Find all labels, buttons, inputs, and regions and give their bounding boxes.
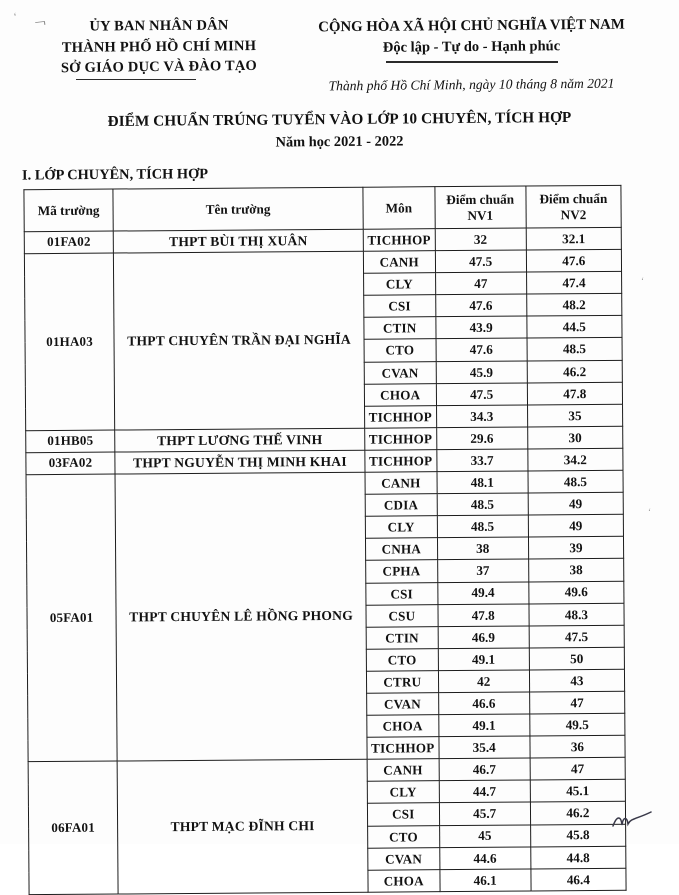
- place-and-date: Thành phố Hồ Chí Minh, ngày 10 tháng 8 năm 2021: [328, 75, 615, 93]
- cell-score-nv2: 50: [529, 647, 624, 670]
- cell-score-nv1: 47.8: [438, 603, 529, 626]
- table-body: [24, 227, 626, 894]
- cell-subject: CTO: [364, 339, 436, 362]
- cell-subject: CANH: [367, 759, 439, 782]
- cell-subject: CLY: [365, 515, 437, 538]
- cell-score-nv2: 44.8: [530, 846, 625, 869]
- cell-score-nv1: 48.5: [437, 493, 528, 516]
- document-subtitle: Năm học 2021 - 2022: [275, 133, 404, 151]
- cell-score-nv2: 30: [527, 426, 622, 449]
- cell-score-nv1: 47: [435, 272, 526, 295]
- cell-score-nv1: 49.1: [438, 714, 529, 737]
- cell-score-nv1: 42: [438, 669, 529, 692]
- cell-score-nv1: 44.7: [439, 780, 530, 803]
- cell-score-nv1: 43.9: [435, 316, 526, 339]
- cell-subject: CANH: [363, 250, 435, 273]
- cell-subject: TICHHOP: [364, 405, 436, 428]
- scan-artifact: ¬: [33, 14, 48, 32]
- cell-score-nv2: 48.3: [529, 602, 624, 625]
- cell-score-nv2: 44.5: [527, 315, 622, 338]
- cell-score-nv2: 48.5: [528, 470, 623, 493]
- authority-line-2: THÀNH PHỐ HỒ CHÍ MINH: [61, 37, 257, 56]
- cell-score-nv2: 38: [528, 558, 623, 581]
- cell-score-nv1: 33.7: [436, 449, 527, 472]
- cell-score-nv2: 45.8: [530, 823, 625, 846]
- cell-score-nv2: 39: [528, 536, 623, 559]
- cell-score-nv2: 48.2: [526, 293, 621, 316]
- column-header-subject: Môn: [363, 186, 435, 229]
- cell-score-nv2: 49.5: [530, 713, 625, 736]
- cell-subject: CLY: [363, 272, 435, 295]
- column-header-nv1-line1: Điểm chuẩn: [446, 191, 515, 208]
- cell-score-nv1: 47.5: [436, 382, 527, 405]
- column-header-school-name: Tên trường: [113, 187, 363, 231]
- scores-table: [23, 184, 626, 894]
- cell-subject: CTIN: [366, 626, 438, 649]
- column-header-nv1-line2: NV1: [467, 206, 494, 223]
- cell-subject: CDIA: [365, 493, 437, 516]
- column-header-school-code: Mã trường: [24, 189, 113, 232]
- cell-subject: CANH: [365, 471, 437, 494]
- document-masthead: [0, 0, 679, 93]
- column-header-nv2-line2: NV2: [560, 206, 587, 222]
- cell-score-nv2: 49.6: [529, 580, 624, 603]
- cell-subject: CVAN: [367, 692, 439, 715]
- cell-subject: CLY: [367, 781, 439, 804]
- cell-score-nv1: 47.5: [435, 250, 526, 273]
- cell-score-nv2: 46.4: [531, 868, 626, 891]
- cell-score-nv2: 49: [528, 514, 623, 537]
- authority-underline: [76, 79, 196, 80]
- cell-school-code: 01HA03: [24, 253, 114, 430]
- cell-school-name: THPT CHUYÊN TRẦN ĐẠI NGHĨA: [113, 251, 364, 430]
- cell-subject: CTIN: [364, 317, 436, 340]
- cell-subject: CHOA: [367, 714, 439, 737]
- national-heading-block: [300, 16, 679, 93]
- cell-score-nv1: 49.4: [437, 581, 528, 604]
- cell-subject: CNHA: [365, 538, 437, 561]
- cell-score-nv1: 48.1: [437, 471, 528, 494]
- cell-score-nv1: 34.3: [436, 404, 527, 427]
- cell-subject: TICHHOP: [365, 427, 437, 450]
- cell-score-nv2: 43: [529, 669, 624, 692]
- cell-score-nv2: 47.6: [526, 249, 621, 272]
- cell-score-nv1: 46.6: [438, 692, 529, 715]
- scan-artifact: ʻ: [12, 10, 19, 24]
- cell-school-name: THPT LƯƠNG THẾ VINH: [115, 428, 365, 452]
- cell-score-nv2: 36: [530, 735, 625, 758]
- cell-score-nv1: 37: [437, 559, 528, 582]
- scan-artifact: ʻ: [641, 276, 644, 286]
- cell-score-nv2: 48.5: [527, 337, 622, 360]
- cell-score-nv1: 45.9: [436, 360, 527, 383]
- cell-score-nv1: 46.1: [440, 868, 531, 891]
- cell-score-nv1: 49.1: [438, 647, 529, 670]
- cell-subject: CTO: [368, 825, 440, 848]
- cell-subject: CSI: [364, 295, 436, 318]
- cell-score-nv2: 47: [530, 757, 625, 780]
- cell-score-nv1: 44.6: [439, 846, 530, 869]
- cell-score-nv1: 29.6: [436, 426, 527, 449]
- cell-subject: CHOA: [364, 383, 436, 406]
- cell-score-nv2: 46.2: [527, 359, 622, 382]
- cell-score-nv1: 45.7: [439, 802, 530, 825]
- issuing-authority-block: [0, 16, 300, 93]
- cell-school-code: 05FA01: [26, 474, 117, 762]
- cell-subject: TICHHOP: [363, 228, 435, 251]
- cell-school-code: 03FA02: [26, 452, 115, 475]
- cell-score-nv2: 35: [527, 404, 622, 427]
- cell-subject: CTRU: [366, 670, 438, 693]
- cell-score-nv1: 32: [435, 228, 526, 251]
- cell-score-nv1: 35.4: [439, 736, 530, 759]
- cell-subject: CSU: [366, 604, 438, 627]
- national-motto: Độc lập - Tự do - Hạnh phúc: [382, 38, 561, 57]
- cell-score-nv2: 47.5: [529, 625, 624, 648]
- cell-score-nv2: 46.2: [530, 801, 625, 824]
- cell-subject: CHOA: [368, 869, 440, 892]
- cell-subject: CTO: [366, 648, 438, 671]
- cell-score-nv2: 47.8: [527, 382, 622, 405]
- cell-subject: CPHA: [366, 560, 438, 583]
- cell-subject: CVAN: [364, 361, 436, 384]
- document-title: ĐIỂM CHUẨN TRÚNG TUYỂN VÀO LỚP 10 CHUYÊN, TÍCH HỢP: [107, 108, 572, 130]
- motto-underline: [386, 61, 558, 62]
- cell-school-name: THPT MẠC ĐĨNH CHI: [117, 759, 368, 893]
- cell-score-nv1: 47.6: [435, 294, 526, 317]
- cell-score-nv2: 45.1: [530, 779, 625, 802]
- cell-score-nv1: 46.9: [438, 625, 529, 648]
- cell-school-code: 01FA02: [24, 231, 113, 254]
- section-heading: I. LỚP CHUYÊN, TÍCH HỢP: [21, 165, 209, 184]
- scores-table-container: [23, 184, 626, 894]
- cell-score-nv1: 48.5: [437, 515, 528, 538]
- cell-score-nv2: 32.1: [526, 227, 621, 250]
- cell-score-nv1: 46.7: [439, 758, 530, 781]
- cell-school-code: 06FA01: [28, 761, 118, 894]
- cell-score-nv2: 47.4: [526, 271, 621, 294]
- column-header-nv2: [526, 185, 622, 228]
- cell-subject: TICHHOP: [365, 449, 437, 472]
- cell-subject: CVAN: [368, 847, 440, 870]
- cell-school-code: 01HB05: [26, 429, 115, 452]
- table-header-row: [24, 185, 621, 231]
- authority-line-1: ỦY BAN NHÂN DÂN: [89, 17, 229, 35]
- cell-score-nv1: 38: [437, 537, 528, 560]
- scan-artifact: ʻ: [648, 507, 651, 517]
- table-header: [24, 185, 621, 231]
- cell-score-nv2: 49: [528, 492, 623, 515]
- cell-subject: TICHHOP: [367, 736, 439, 759]
- column-header-nv2-line1: Điểm chuẩn: [539, 190, 608, 207]
- cell-subject: CSI: [367, 803, 439, 826]
- cell-score-nv2: 34.2: [528, 448, 623, 471]
- cell-school-name: THPT CHUYÊN LÊ HỒNG PHONG: [115, 472, 367, 761]
- cell-score-nv1: 45: [439, 824, 530, 847]
- national-title: CỘNG HÒA XÃ HỘI CHỦ NGHĨA VIỆT NAM: [318, 16, 625, 36]
- cell-school-name: THPT BÙI THỊ XUÂN: [113, 229, 363, 253]
- authority-line-3: SỞ GIÁO DỤC VÀ ĐÀO TẠO: [60, 57, 258, 77]
- cell-subject: CSI: [366, 582, 438, 605]
- cell-school-name: THPT NGUYỄN THỊ MINH KHAI: [115, 450, 365, 474]
- cell-score-nv1: 47.6: [436, 338, 527, 361]
- cell-score-nv2: 47: [529, 691, 624, 714]
- column-header-nv1: [435, 186, 526, 229]
